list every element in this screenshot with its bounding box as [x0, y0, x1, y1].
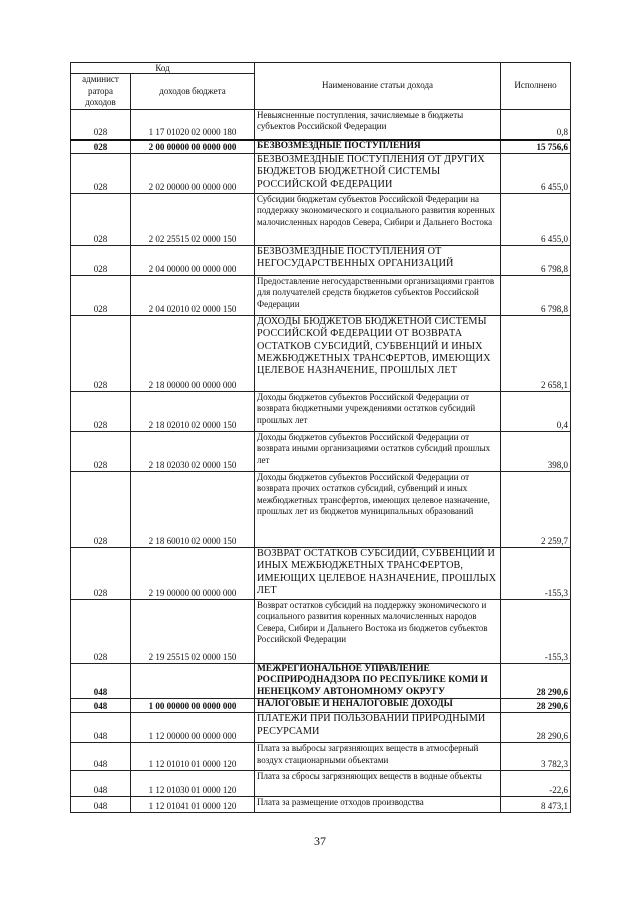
executed-value-cell: 0,4: [501, 392, 571, 432]
table-row: [71, 797, 571, 813]
item-name-cell: Невыясненные поступления, зачисляемые в бюджеты субъектов Российской Федерации: [255, 110, 501, 140]
table-row: [71, 110, 571, 140]
admin-code-cell: 048: [71, 743, 131, 771]
executed-value-cell: 398,0: [501, 432, 571, 472]
item-name-cell: БЕЗВОЗМЕЗДНЫЕ ПОСТУПЛЕНИЯ ОТ ДРУГИХ БЮДЖЕТОВ БЮДЖЕТНОЙ СИСТЕМЫ РОССИЙСКОЙ ФЕДЕРАЦИИ: [255, 154, 501, 194]
admin-code-cell: 028: [71, 472, 131, 548]
item-name-cell: МЕЖРЕГИОНАЛЬНОЕ УПРАВЛЕНИЕ РОСПРИРОДНАДЗОРА ПО РЕСПУБЛИКЕ КОМИ И НЕНЕЦКОМУ АВТОНОМНОМУ ОКРУГУ: [255, 664, 501, 699]
income-code-cell: 2 18 02010 02 0000 150: [131, 392, 255, 432]
item-name-cell: Доходы бюджетов субъектов Российской Федерации от возврата бюджетными учреждениями остатков субсидий прошлых лет: [255, 392, 501, 432]
executed-value-cell: 0,8: [501, 110, 571, 140]
table-row: [71, 154, 571, 194]
executed-value-cell: 15 756,6: [501, 140, 571, 154]
item-name-cell: ВОЗВРАТ ОСТАТКОВ СУБСИДИЙ, СУБВЕНЦИЙ И ИНЫХ МЕЖБЮДЖЕТНЫХ ТРАНСФЕРТОВ, ИМЕЮЩИХ ЦЕЛЕВОЕ НАЗНАЧЕНИЕ, ПРОШЛЫХ ЛЕТ: [255, 548, 501, 600]
admin-code-cell: 028: [71, 600, 131, 664]
executed-value-cell: 3 782,3: [501, 743, 571, 771]
admin-code-cell: 028: [71, 316, 131, 392]
item-name-cell: Плата за сбросы загрязняющих веществ в водные объекты: [255, 771, 501, 797]
item-name-cell: ПЛАТЕЖИ ПРИ ПОЛЬЗОВАНИИ ПРИРОДНЫМИ РЕСУРСАМИ: [255, 713, 501, 743]
income-code-cell: 1 17 01020 02 0000 180: [131, 110, 255, 140]
income-code-cell: 2 19 00000 00 0000 000: [131, 548, 255, 600]
executed-value-cell: 2 658,1: [501, 316, 571, 392]
item-name-cell: Возврат остатков субсидий на поддержку экономического и социального развития коренных малочисленных народов Севера, Сибири и Дальнего Востока из бюджетов субъектов Российской Федерации: [255, 600, 501, 664]
admin-code-cell: 048: [71, 797, 131, 813]
page-number: 37: [314, 834, 326, 848]
income-code-cell: 2 02 25515 02 0000 150: [131, 194, 255, 246]
executed-value-cell: 6 798,8: [501, 276, 571, 316]
item-name-cell: Плата за размещение отходов производства: [255, 797, 501, 813]
admin-column-header: админист ратора доходов: [71, 74, 131, 110]
income-code-cell: 2 04 02010 02 0000 150: [131, 276, 255, 316]
executed-value-cell: 28 290,6: [501, 713, 571, 743]
income-code-cell: 2 18 02030 02 0000 150: [131, 432, 255, 472]
revenue-table: [70, 62, 571, 813]
income-code-cell: 2 18 00000 00 0000 000: [131, 316, 255, 392]
income-code-cell: 2 18 60010 02 0000 150: [131, 472, 255, 548]
executed-value-cell: 28 290,6: [501, 699, 571, 713]
table-row: [71, 713, 571, 743]
item-name-cell: Доходы бюджетов субъектов Российской Федерации от возврата прочих остатков субсидий, субвенций и иных межбюджетных трансфертов, имеющих целевое назначение, прошлых лет из бюджетов муниципальных образований: [255, 472, 501, 548]
table-row: [71, 600, 571, 664]
executed-value-cell: 6 798,8: [501, 246, 571, 276]
admin-code-cell: 048: [71, 771, 131, 797]
executed-value-cell: 8 473,1: [501, 797, 571, 813]
name-column-header: Наименование статьи дохода: [255, 63, 501, 110]
admin-code-cell: 048: [71, 713, 131, 743]
admin-code-cell: 028: [71, 154, 131, 194]
income-code-cell: 2 00 00000 00 0000 000: [131, 140, 255, 154]
income-code-cell: 1 12 01041 01 0000 120: [131, 797, 255, 813]
admin-code-cell: 028: [71, 110, 131, 140]
item-name-cell: ДОХОДЫ БЮДЖЕТОВ БЮДЖЕТНОЙ СИСТЕМЫ РОССИЙСКОЙ ФЕДЕРАЦИИ ОТ ВОЗВРАТА ОСТАТКОВ СУБСИДИЙ, СУБВЕНЦИЙ И ИНЫХ МЕЖБЮДЖЕТНЫХ ТРАНСФЕРТОВ, ИМЕЮЩИХ ЦЕЛЕВОЕ НАЗНАЧЕНИЕ, ПРОШЛЫХ ЛЕТ: [255, 316, 501, 392]
admin-code-cell: 028: [71, 246, 131, 276]
income-code-cell: 2 02 00000 00 0000 000: [131, 154, 255, 194]
table-row: [71, 771, 571, 797]
item-name-cell: БЕЗВОЗМЕЗДНЫЕ ПОСТУПЛЕНИЯ: [255, 140, 501, 154]
income-code-cell: 2 04 00000 00 0000 000: [131, 246, 255, 276]
table-row: [71, 392, 571, 432]
item-name-cell: НАЛОГОВЫЕ И НЕНАЛОГОВЫЕ ДОХОДЫ: [255, 699, 501, 713]
executed-value-cell: -155,3: [501, 548, 571, 600]
table-row: [71, 548, 571, 600]
admin-code-cell: 028: [71, 392, 131, 432]
header-row-top: [71, 63, 571, 74]
executed-value-cell: 28 290,6: [501, 664, 571, 699]
item-name-cell: Плата за выбросы загрязняющих веществ в атмосферный воздух стационарными объектами: [255, 743, 501, 771]
item-name-cell: Предоставление негосударственными организациями грантов для получателей средств бюджетов субъектов Российской Федерации: [255, 276, 501, 316]
executed-value-cell: 2 259,7: [501, 472, 571, 548]
admin-code-cell: 028: [71, 276, 131, 316]
executed-value-cell: -22,6: [501, 771, 571, 797]
admin-code-cell: 028: [71, 432, 131, 472]
table-row: [71, 194, 571, 246]
admin-code-cell: 048: [71, 664, 131, 699]
executed-column-header: Исполнено: [501, 63, 571, 110]
income-code-cell: 1 12 01030 01 0000 120: [131, 771, 255, 797]
code-group-header: Код: [71, 63, 255, 74]
table-row: [71, 743, 571, 771]
executed-value-cell: -155,3: [501, 600, 571, 664]
item-name-cell: Доходы бюджетов субъектов Российской Федерации от возврата иными организациями остатков субсидий прошлых лет: [255, 432, 501, 472]
table-row: [71, 316, 571, 392]
table-body: [71, 110, 571, 813]
income-code-cell: 1 00 00000 00 0000 000: [131, 699, 255, 713]
executed-value-cell: 6 455,0: [501, 194, 571, 246]
income-code-cell: 1 12 01010 01 0000 120: [131, 743, 255, 771]
admin-code-cell: 028: [71, 140, 131, 154]
executed-value-cell: 6 455,0: [501, 154, 571, 194]
table-row: [71, 664, 571, 699]
income-code-cell: 2 19 25515 02 0000 150: [131, 600, 255, 664]
admin-code-cell: 028: [71, 194, 131, 246]
item-name-cell: БЕЗВОЗМЕЗДНЫЕ ПОСТУПЛЕНИЯ ОТ НЕГОСУДАРСТВЕННЫХ ОРГАНИЗАЦИЙ: [255, 246, 501, 276]
income-code-column-header: доходов бюджета: [131, 74, 255, 110]
income-code-cell: 1 12 00000 00 0000 000: [131, 713, 255, 743]
item-name-cell: Субсидии бюджетам субъектов Российской Федерации на поддержку экономического и социального развития коренных малочисленных народов Севера, Сибири и Дальнего Востока: [255, 194, 501, 246]
table-row: [71, 140, 571, 154]
table-row: [71, 246, 571, 276]
admin-code-cell: 048: [71, 699, 131, 713]
admin-code-cell: 028: [71, 548, 131, 600]
table-row: [71, 699, 571, 713]
income-code-cell: [131, 664, 255, 699]
table-row: [71, 276, 571, 316]
table-row: [71, 472, 571, 548]
table-row: [71, 432, 571, 472]
